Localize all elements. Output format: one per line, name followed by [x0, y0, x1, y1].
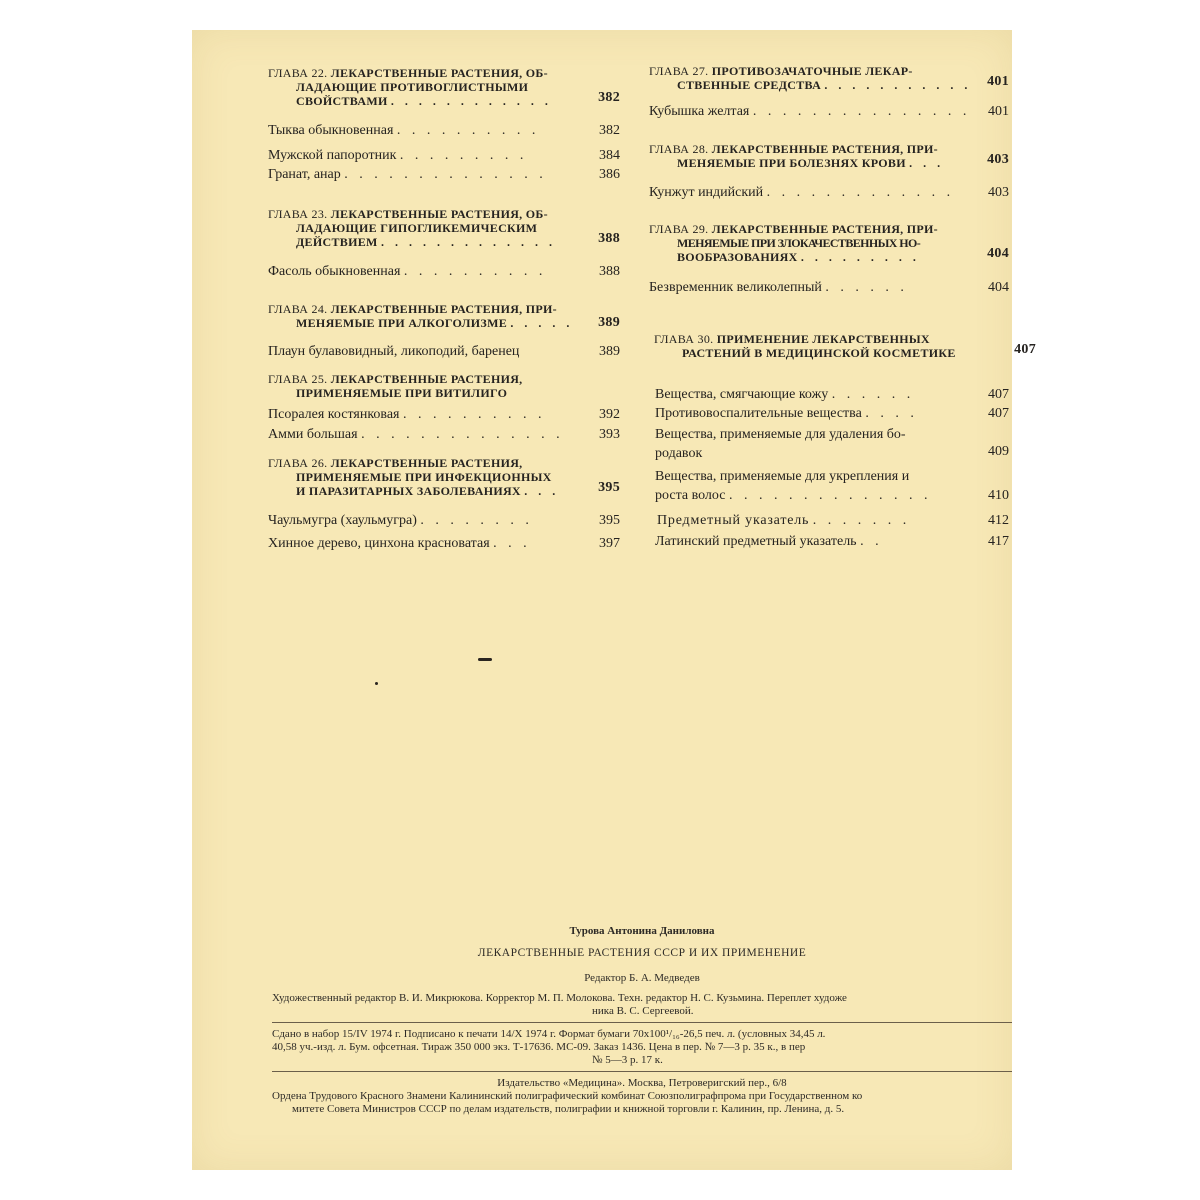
toc-entry: Фасоль обыкновенная . . . . . . . . . . 388 [268, 264, 620, 279]
chapter-25-heading: ГЛАВА 25. ЛЕКАРСТВЕННЫЕ РАСТЕНИЯ, ПРИМЕНЯЕМЫЕ ПРИ ВИТИЛИГО [268, 372, 523, 400]
chapter-26-heading: ГЛАВА 26. ЛЕКАРСТВЕННЫЕ РАСТЕНИЯ, ПРИМЕНЯЕМЫЕ ПРИ ИНФЕКЦИОННЫХ И ПАРАЗИТАРНЫХ ЗАБОЛЕВАНИЯХ . . . 395 [268, 456, 620, 498]
book-title: ЛЕКАРСТВЕННЫЕ РАСТЕНИЯ СССР И ИХ ПРИМЕНЕНИЕ [477, 947, 807, 959]
chapter-30-heading: ГЛАВА 30. ПРИМЕНЕНИЕ ЛЕКАРСТВЕННЫХ РАСТЕНИЙ В МЕДИЦИНСКОЙ КОСМЕТИКЕ 407 [654, 332, 1036, 360]
toc-entry: Безвременник великолепный . . . . . . 404 [649, 280, 1009, 295]
toc-entry: Кубышка желтая . . . . . . . . . . . . . . . 401 [649, 104, 1009, 119]
publisher-line: Издательство «Медицина». Москва, Петроверигский пер., 6/8 [497, 1077, 787, 1089]
print-details: № 5—3 р. 17 к. [592, 1054, 663, 1066]
chapter-22-heading: ГЛАВА 22. ЛЕКАРСТВЕННЫЕ РАСТЕНИЯ, ОБ- ЛАДАЮЩИЕ ПРОТИВОГЛИСТНЫМИ СВОЙСТВАМИ . . . . . . . . . . . . 382 [268, 66, 620, 108]
toc-entry: Псоралея костянковая . . . . . . . . . . 392 [268, 407, 620, 422]
toc-entry: Противовоспалительные вещества . . . . 407 [655, 406, 1009, 421]
print-speck [478, 658, 492, 661]
toc-entry: Кунжут индийский . . . . . . . . . . . . . 403 [649, 185, 1009, 200]
chapter-23-heading: ГЛАВА 23. ЛЕКАРСТВЕННЫЕ РАСТЕНИЯ, ОБ- ЛАДАЮЩИЕ ГИПОГЛИКЕМИЧЕСКИМ ДЕЙСТВИЕМ . . . . . . . . . . . . . 388 [268, 207, 620, 249]
print-details: Сдано в набор 15/IV 1974 г. Подписано к печати 14/X 1974 г. Формат бумаги 70х100¹/₁₆-26,5 печ. л. (условных 34,45 л. [272, 1028, 826, 1040]
chapter-27-heading: ГЛАВА 27. ПРОТИВОЗАЧАТОЧНЫЕ ЛЕКАР- СТВЕННЫЕ СРЕДСТВА . . . . . . . . . . . 401 [649, 64, 1009, 92]
staff-line: ника В. С. Сергеевой. [592, 1005, 694, 1017]
toc-entry: Вещества, применяемые для укрепления и роста волос . . . . . . . . . . . . . . 410 [655, 469, 1009, 503]
author-name: Турова Антонина Даниловна [569, 925, 715, 937]
toc-entry: Тыква обыкновенная . . . . . . . . . . 382 [268, 123, 620, 138]
subject-index-entry: Предметный указатель . . . . . . . 412 [657, 513, 1009, 528]
printer-line: Ордена Трудового Красного Знамени Калининский полиграфический комбинат Союзполиграфпрома при Государственном ко [272, 1090, 863, 1102]
print-details: 40,58 уч.-изд. л. Бум. офсетная. Тираж 350 000 экз. Т-17636. МС-09. Заказ 1436. Цена в пер. № 7—3 р. 35 к., в пер [272, 1041, 806, 1053]
divider [272, 1071, 1012, 1072]
toc-entry: Вещества, применяемые для удаления бо- родавок 409 [655, 427, 1009, 461]
toc-entry: Плаун булавовидный, ликоподий, баренец 389 [268, 344, 620, 359]
divider [272, 1022, 1012, 1023]
chapter-28-heading: ГЛАВА 28. ЛЕКАРСТВЕННЫЕ РАСТЕНИЯ, ПРИ- МЕНЯЕМЫЕ ПРИ БОЛЕЗНЯХ КРОВИ . . . 403 [649, 142, 1009, 170]
toc-entry: Гранат, анар . . . . . . . . . . . . . . 386 [268, 167, 620, 182]
toc-entry: Хинное дерево, цинхона красноватая . . . 397 [268, 536, 620, 551]
chapter-29-heading: ГЛАВА 29. ЛЕКАРСТВЕННЫЕ РАСТЕНИЯ, ПРИ- МЕНЯЕМЫЕ ПРИ ЗЛОКАЧЕСТВЕННЫХ НО- ВООБРАЗОВАНИЯХ . . . . . . . . . 404 [649, 222, 1009, 264]
print-speck [375, 682, 378, 685]
printer-line: митете Совета Министров СССР по делам издательств, полиграфии и книжной торговли г. Калинин, пр. Ленина, д. 5. [292, 1103, 845, 1115]
page-number: 382 [598, 90, 620, 105]
document-page [192, 30, 1036, 1170]
latin-index-entry: Латинский предметный указатель . . 417 [655, 534, 1009, 549]
toc-entry: Амми большая . . . . . . . . . . . . . . 393 [268, 427, 620, 442]
editor-line: Редактор Б. А. Медведев [584, 972, 700, 984]
toc-entry: Чаульмугра (хаульмугра) . . . . . . . . 395 [268, 513, 620, 528]
toc-entry: Мужской папоротник . . . . . . . . . 384 [268, 148, 620, 163]
staff-line: Художественный редактор В. И. Микрюкова. Корректор М. П. Молокова. Техн. редактор Н. С. Кузьмина. Переплет художе [272, 992, 847, 1004]
toc-entry: Вещества, смягчающие кожу . . . . . . 407 [655, 387, 1009, 402]
chapter-24-heading: ГЛАВА 24. ЛЕКАРСТВЕННЫЕ РАСТЕНИЯ, ПРИ- МЕНЯЕМЫЕ ПРИ АЛКОГОЛИЗМЕ . . . . . 389 [268, 302, 620, 330]
